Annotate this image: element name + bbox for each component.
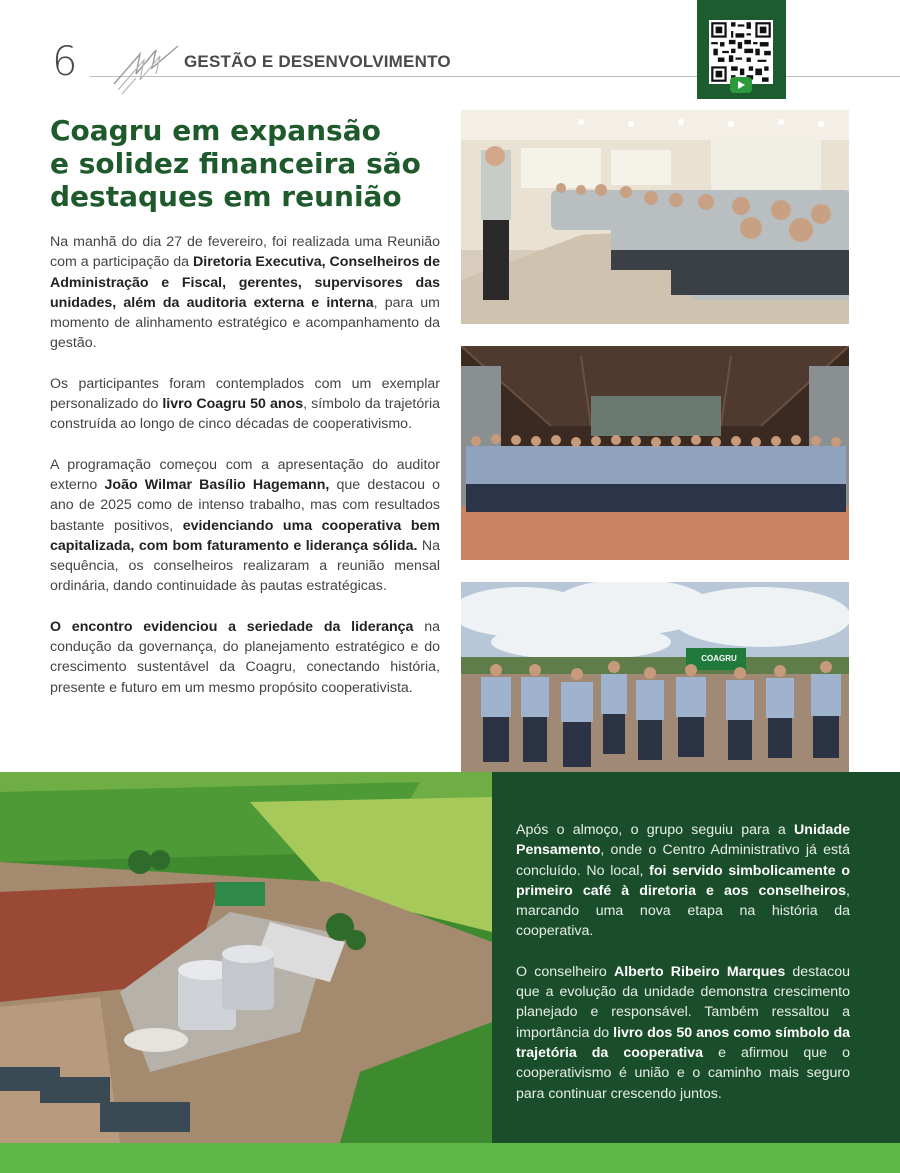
article-body: [50, 232, 440, 718]
paragraph-4: O encontro evidenciou a seriedade da liderança na condução da governança, do planejamento estratégico e do crescimento sustentável da Coagru, conectando história, presente e futuro em um mesmo propósito cooperativista.: [50, 618, 440, 696]
qr-code-icon[interactable]: [709, 20, 773, 84]
highlight-panel-text: [516, 820, 850, 1124]
paragraph-1: Na manhã do dia 27 de fevereiro, foi realizada uma Reunião com a participação da Diretoria Executiva, Conselheiros de Administração e Fiscal, gerentes, supervisores das unidades, além da auditoria externa e interna, para um momento de alinhamento estratégico e acompanhamento da gestão.: [50, 234, 441, 352]
photo-outdoor-visit: [461, 582, 849, 796]
paragraph-2: Os participantes foram contemplados com um exemplar personalizado do livro Coagru 50 anos, símbolo da trajetória construída ao longo de cinco décadas de cooperativismo.: [50, 375, 440, 433]
paragraph-3: A programação começou com a apresentação do auditor externo João Wilmar Basílio Hagemann, que destacou o ano de 2025 como de intenso trabalho, mas com resultados bastante positivos, evidenciando uma cooperativa bem capitalizada, com bom faturamento e liderança sólida. Na sequência, os conselheiros realizaram a reunião mensal ordinária, dando continuidade às pautas estratégicas.: [50, 456, 441, 595]
page-number: 6: [52, 39, 78, 85]
coagru-sign: COAGRU: [701, 654, 737, 663]
youtube-play-icon[interactable]: [730, 77, 752, 93]
photo-meeting-room: [461, 110, 849, 324]
panel-paragraph-1: Após o almoço, o grupo seguiu para a Unidade Pensamento, onde o Centro Administrativo já está concluído. No local, foi servido simbolicamente o primeiro café à diretoria e aos conselheiros, marcando uma nova etapa na história da cooperativa.: [516, 822, 850, 940]
photo-warehouse-group: [461, 346, 849, 560]
headline-line-1: Coagru em expansão: [50, 114, 381, 147]
section-title: GESTÃO E DESENVOLVIMENTO: [184, 52, 451, 71]
qr-code-panel: [697, 0, 786, 99]
footer-bar: [0, 1143, 900, 1173]
panel-paragraph-2: O conselheiro Alberto Ribeiro Marques destacou que a evolução da unidade demonstra crescimento planejado e responsável. Também ressaltou a importância do livro dos 50 anos como símbolo da trajetória da cooperativa e afirmou que o cooperativismo é união e o caminho mais seguro para continuar crescendo juntos.: [516, 963, 850, 1102]
section-logo-icon: [112, 44, 180, 96]
headline-line-3: destaques em reunião: [50, 180, 402, 213]
headline-line-2: e solidez financeira são: [50, 147, 421, 180]
photo-aerial-unit: [0, 772, 492, 1143]
article-headline: [50, 114, 460, 213]
